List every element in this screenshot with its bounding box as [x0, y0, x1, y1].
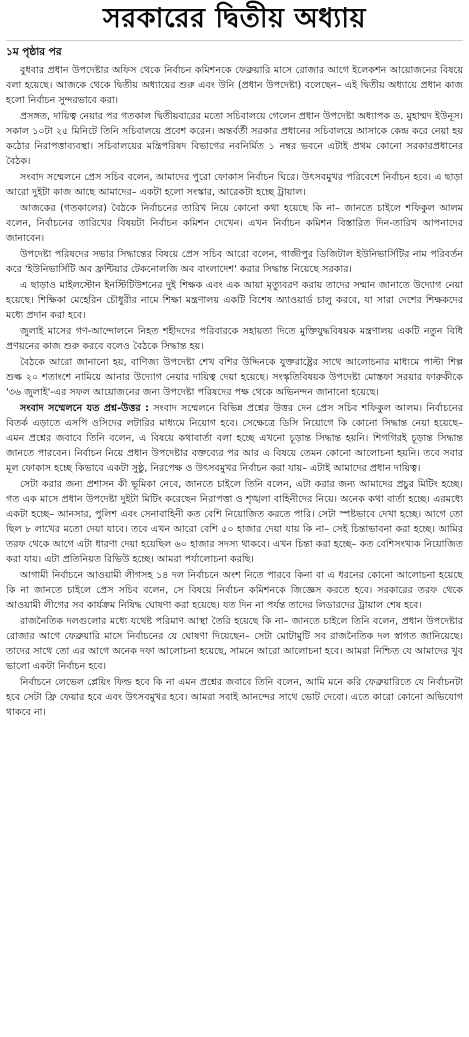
paragraph: আগামী নির্বাচনে আওয়ামী লীগসহ ১৪ দল নির্বাচনে অংশ নিতে পারবে কিনা বা এ ধরনের কোনো আলোচনা হয়েছে কি না জানতে চাইলে প্রেস সচিব বলেন, সে বিষয়ে নির্বাচন কমিশনকে জিজ্ঞেস করতে হবে। সরকারের তরফ থেকে আওয়ামী লীগের সব কার্যক্রম নিষিদ্ধ ঘোষণা করা হয়েছে। যত দিন না পর্যন্ত তাদের লিডারদের ট্রায়াল শেষ হবে। [6, 570, 463, 611]
qa-text: সংবাদ সম্মেলনে বিভিন্ন প্রশ্নের উত্তর দেন প্রেস সচিব শফিকুল আলম। নির্বাচনের বিতর্ক এড়াতে এসপি ওসিদের লটারির মাধ্যমে নিয়োগ হবে। সেক্ষেত্রে ডিসি নিয়োগে কি কোনো সিদ্ধান্ত নেয়া হয়েছে– এমন প্রশ্নের জবাবে তিনি বলেন, এ বিষয়ে কথাবার্তা বলা হচ্ছে এখনো চূড়ান্ত সিদ্ধান্ত হয়নি। শিগগিরই চূড়ান্ত সিদ্ধান্ত জানতে পারবেন। নির্বাচন নিয়ে প্রধান উপদেষ্টার বক্তব্যের পর আর এ বিষয়ে তেমন কোনো আলোচনা হয়নি। তবে সবার মূল ফোকাস হচ্ছে কিভাবে একটা সুষ্ঠু, নিরপেক্ষ ও উৎসবমুখর নির্বাচন করা যায়– এটাই আমাদের প্রধান দায়িত্ব। [6, 403, 463, 474]
headline-bar [6, 0, 463, 41]
paragraph: এ ছাড়াও মাইলস্টোন ইনস্টিটিউশনের দুই শিক্ষক এবং এক আয়া মৃত্যুবরণ করায় তাদের সম্মান জানাতে উদ্যোগ নেয়া হয়েছে। শিক্ষিকা মেহেরিন চৌধুরীর নামে শিক্ষা মন্ত্রণালয় একটি বিশেষ অ্যাওয়ার্ড চালু করবে, যা সারা দেশের শিক্ষকদের মধ্যে প্রদান করা হবে। [6, 280, 463, 321]
qa-paragraph [6, 401, 463, 476]
paragraph: জুলাই মাসের গণ-আন্দোলনে নিহত শহীদদের পরিবারকে সহায়তা দিতে মুক্তিযুদ্ধবিষয়ক মন্ত্রণালয় একটি নতুন বিধি প্রণয়নের কাজ শুরু করবে বলেও বৈঠকে সিদ্ধান্ত হয়। [6, 326, 463, 352]
paragraph: বৈঠকে আরো জানানো হয়, বাণিজ্য উপদেষ্টা শেখ বশির উদ্দিনকে যুক্তরাষ্ট্রের সাথে আলোচনার মাধ্যমে পাল্টা শিল্প শুল্ক ২০ শতাংশে নামিয়ে আনার উদ্যোগ নেয়ার দায়িত্ব দেয়া হয়েছে। সংস্কৃতিবিষয়ক উপদেষ্টা মোস্তফা সরয়ার ফারুকীকে '৩৬ জুলাই'-এর সফল আয়োজনের জন্য উপদেষ্টা পরিষদের পক্ষ থেকে অভিনন্দন জানানো হয়েছে। [6, 357, 463, 398]
continued-from-label: ১ম পৃষ্ঠার পর [6, 46, 62, 58]
paragraph: সংবাদ সম্মেলনে প্রেস সচিব বলেন, আমাদের পুরো ফোকাস নির্বাচন ঘিরে। উৎসবমুখর পরিবেশে নির্বাচন হবে। এ ছাড়া আরো দুইটা কাজ আছে আমাদের– একটা হলো সংস্কার, আরেকটা হচ্ছে ট্রায়াল। [6, 172, 463, 198]
paragraph: উপদেষ্টা পরিষদের সভার সিদ্ধান্তের বিষয়ে প্রেস সচিব আরো বলেন, গাজীপুর ডিজিটাল ইউনিভার্সিটির নাম পরিবর্তন করে 'ইউনিভার্সিটি অব ফ্রন্টিয়ার টেকনোলজি অব বাংলাদেশ' করার সিদ্ধান্ত নিয়েছে সরকার। [6, 249, 463, 275]
headline: সরকারের দ্বিতীয় অধ্যায় [103, 2, 366, 34]
qa-lead: সংবাদ সম্মেলনে যত প্রশ্ন-উত্তর : [20, 403, 150, 414]
paragraph: বুধবার প্রধান উপদেষ্টার অফিস থেকে নির্বাচন কমিশনকে ফেব্রুয়ারি মাসে রোজার আগে ইলেকশন আয়োজনের বিষয়ে বলা হয়েছে। আজকে থেকে দ্বিতীয় অধ্যায়ের শুরু এবং উনি (প্রধান উপদেষ্টা) বলেছেন– এই দ্বিতীয় অধ্যায়ে প্রধান কাজ হলো নির্বাচন সুন্দরভাবে করা। [6, 65, 463, 106]
paragraph: সেটা করার জন্য প্রশাসন কী ভূমিকা নেবে, জানতে চাইলে তিনি বলেন, এটা করার জন্য আমাদের প্রচুর মিটিং হচ্ছে। গত এক মাসে প্রধান উপদেষ্টা দুইটা মিটিং করেছেন নিরাপত্তা ও শৃঙ্খলা বাহিনীদের নিয়ে। অনেক কথা বার্তা হচ্ছে। এরমধ্যে একটা হচ্ছে– আনসার, পুলিশ এবং সেনাবাহিনী কত বেশি নিয়োজিত করতে পারি। সেটা স্পষ্টভাবে দেখা হচ্ছে। আগে তো ছিল ৮ লাখের মতো দেয়া যাবে। তবে এখন আরো বেশি ৫০ হাজার দেয়া যায় কি না– সেই চিন্তাভাবনা করা হচ্ছে। আমির তরফ থেকে আগে এটা ধারণা দেয়া হয়েছিল ৬০ হাজার সদস্য থাকবে। এখন চিন্তা করা হচ্ছে– কত বেশিসংখ্যক নিয়োজিত করা যায়। এটা প্রতিনিয়ত রিভিউ হচ্ছে। আমরা পর্যালোচনা করছি। [6, 479, 463, 565]
paragraph: রাজনৈতিক দলগুলোর মধ্যে যথেষ্ট পরিমাণ আস্থা তৈরি হয়েছে কি না– জানতে চাইলে তিনি বলেন, প্রধান উপদেষ্টার রোজার আগে ফেব্রুয়ারি মাসে নির্বাচনের যে ঘোষণা দিয়েছেন– সেটা মোটামুটি সব রাজনৈতিক দল স্বাগত জানিয়েছে। তাদের সাথে তো এর আগে অনেক দফা আলোচনা হয়েছে, সামনে আরো আলোচনা হবে। আমরা নিশ্চিত যে আমাদের খুব ভালো একটা নির্বাচন হবে। [6, 616, 463, 672]
paragraph: প্রসঙ্গত, দায়িত্ব নেয়ার পর গতকাল দ্বিতীয়বারের মতো সচিবালয়ে গেলেন প্রধান উপদেষ্টা অধ্যাপক ড. মুহাম্মদ ইউনূস। সকাল ১০টা ২৫ মিনিটে তিনি সচিবালয়ে প্রবেশ করেন। অন্তর্বর্তী সরকার প্রধানের সচিবালয়ে আসাকে কেন্দ্র করে নেয়া হয় কঠোর নিরাপত্তাব্যবস্থা। সচিবালয়ের মন্ত্রিপরিষদ বিভাগের নবনির্মিত ১ নম্বর ভবনে এটাই প্রথম কোনো সরকারপ্রধানের বৈঠক। [6, 111, 463, 167]
article-body [6, 63, 463, 720]
paragraph: আজকের (গতকালের) বৈঠকে নির্বাচনের তারিখ নিয়ে কোনো কথা হয়েছে কি না– জানতে চাইলে শফিকুল আলম বলেন, নির্বাচনের তারিখের বিষয়টা নির্বাচন কমিশন দেখেন। এখন নির্বাচন কমিশন বিস্তারিত দিন-তারিখ আপনাদের জানাবেন। [6, 203, 463, 244]
paragraph: নির্বাচনে লেভেল প্লেয়িং ফিল্ড হবে কি না এমন প্রশ্নের জবাবে তিনি বলেন, আমি মনে করি ফেব্রুয়ারিতে যে নির্বাচনটা হবে সেটা ফ্রি ফেয়ার হবে এবং উৎসবমুখর হবে। আমরা সবাই আনন্দের সাথে ভোট দেবো। এতে কারো কোনো অভিযোগ থাকবে না। [6, 677, 463, 718]
